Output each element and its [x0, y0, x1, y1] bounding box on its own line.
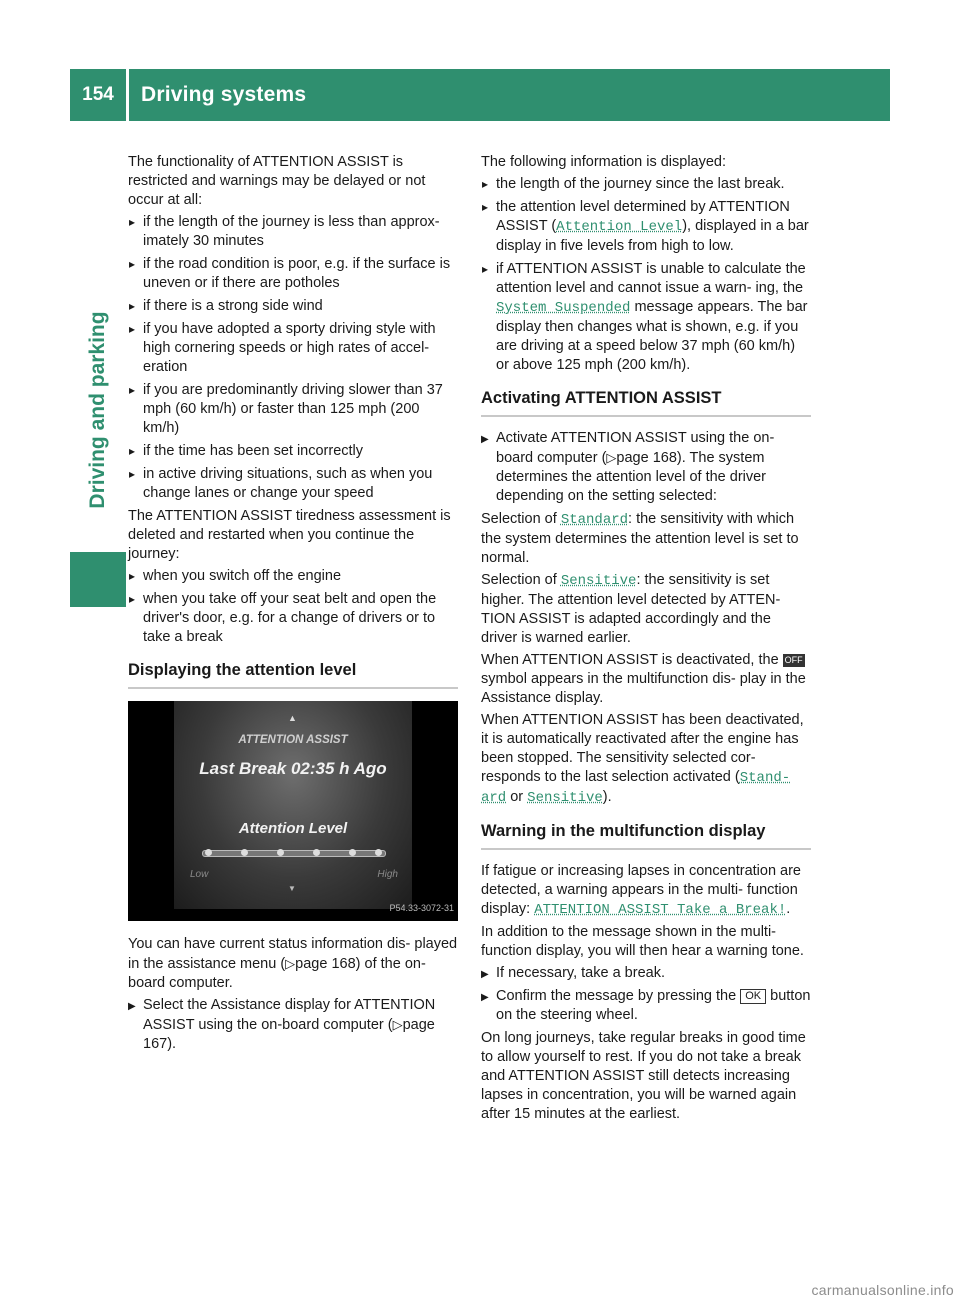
text: ) of the on-board computer. [128, 956, 426, 991]
text: Selection of [481, 511, 561, 527]
text: message appears. The bar display then changes what is shown, e.g. if you are driving at a speed below 37 mph (60 km/h) or above 125 mph (200 km/h). [496, 299, 808, 373]
list-item: ▸ the length of the journey since the last break. [481, 175, 811, 194]
activate-step-list [481, 429, 811, 506]
display-message-code: System Suspended [496, 300, 631, 316]
watermark: carmanualsonline.info [811, 1282, 954, 1298]
side-tab-label: Driving and parking [86, 311, 109, 509]
instruction-step [128, 996, 458, 1054]
instruction-step [481, 987, 811, 1025]
list-item: ▸ if the length of the journey is less than approx- imately 30 minutes [128, 213, 458, 251]
bar-segment-dot [313, 849, 320, 856]
heading-activating-attention-assist: Activating ATTENTION ASSIST [481, 389, 811, 417]
text: You can have current status information dis- played in the assistance menu ( [128, 936, 458, 972]
left-column [128, 153, 458, 1058]
text: When ATTENTION ASSIST has been deactivated, it is automatically reactivated after the engine has been stopped. The sensitivity selected cor- responds to the last selection activated ( [481, 712, 804, 785]
text: if ATTENTION ASSIST is unable to calculate the attention level and cannot issue a warn- ing, the [496, 261, 806, 296]
page-reference-link[interactable]: page 168 [295, 956, 356, 972]
info-list [481, 175, 811, 375]
page-ref-arrow-icon: ▷ [392, 1017, 403, 1032]
text: When ATTENTION ASSIST is deactivated, the [481, 652, 783, 668]
header-divider [126, 69, 129, 121]
page-ref-arrow-icon: ▷ [606, 450, 617, 465]
attention-assist-off-icon: OFF [784, 655, 803, 665]
text: . [786, 901, 791, 917]
text: ), displayed in a bar display in five levels from high to low. [496, 218, 809, 254]
page-number: 154 [82, 84, 114, 105]
text: Activate ATTENTION ASSIST using the on- board computer ( [496, 430, 775, 466]
display-low-label: Low [190, 869, 209, 880]
text: Confirm the message by pressing the [496, 988, 741, 1004]
page-reference-link[interactable]: page 168 [616, 450, 677, 466]
instruction-step: ▶ If necessary, take a break. [481, 964, 811, 983]
display-message-code: Standard [560, 512, 629, 528]
reactivation-paragraph [481, 711, 811, 808]
info-intro: The following information is displayed: [481, 154, 727, 170]
right-column [481, 153, 811, 1127]
text: : the sensitivity is set higher. The attention level detected by ATTEN- TION ASSIST is adapted accordingly and the driver is warned earlier. [481, 572, 781, 646]
text: button on the steering wheel. [496, 988, 811, 1023]
limitations-list [128, 213, 458, 503]
long-journey-paragraph: On long journeys, take regular breaks in good time to allow yourself to rest. If you do not take a break and ATTENTION ASSIST still detects increasing lapses in concentration, you will be warned again after 15 minutes at the earliest. [481, 1030, 806, 1122]
list-item: ▸ if you have adopted a sporty driving style with high cornering speeds or high rates of accel- eration [128, 320, 458, 377]
list-item: ▸ if the road condition is poor, e.g. if the surface is uneven or if there are potholes [128, 255, 458, 293]
standard-paragraph [481, 510, 811, 568]
up-arrow-icon: ▲ [288, 713, 297, 723]
status-paragraph [128, 935, 458, 993]
display-message-code: Sensitive [527, 790, 603, 806]
display-message-code: ATTENTION ASSIST Take a Break! [534, 902, 787, 918]
bar-segment-dot [205, 849, 212, 856]
warning-paragraph [481, 862, 811, 920]
ok-button-icon: OK [740, 989, 766, 1004]
display-title: ATTENTION ASSIST [238, 734, 348, 746]
text: Selection of [481, 572, 561, 588]
bar-segment-dot [241, 849, 248, 856]
list-item: ▸ when you switch off the engine [128, 567, 458, 586]
display-last-break: Last Break 02:35 h Ago [199, 759, 387, 778]
display-level-label: Attention Level [238, 820, 348, 837]
text: If fatigue or increasing lapses in concentration are detected, a warning appears in the multi- function display: [481, 863, 801, 917]
page-ref-arrow-icon: ▷ [285, 956, 296, 971]
list-item: ▸ if the time has been set incorrectly [128, 442, 458, 461]
reset-paragraph: The ATTENTION ASSIST tiredness assessment is deleted and restarted when you continue the journey: [128, 508, 451, 562]
down-arrow-icon: ▼ [288, 884, 296, 893]
section-title: Driving systems [141, 83, 307, 106]
text: or [506, 789, 528, 805]
page-reference-link[interactable]: page 167 [143, 1017, 435, 1052]
text: ). The system determines the attention level of the driver depending on the setting selected: [496, 450, 767, 504]
text: symbol appears in the multifunction dis- play in the Assistance display. [481, 671, 806, 706]
heading-warning-multifunction-display: Warning in the multifunction display [481, 822, 811, 850]
list-item: ▸ when you take off your seat belt and open the driver's door, e.g. for a change of drivers or to take a break [128, 590, 458, 647]
bar-segment-dot [349, 849, 356, 856]
attention-display-figure [128, 701, 458, 921]
bar-segment-dot [277, 849, 284, 856]
display-screen [174, 701, 412, 909]
select-step-list [128, 996, 458, 1054]
figure-reference: P54.33-3072-31 [389, 903, 454, 913]
deactivated-paragraph [481, 651, 811, 708]
intro-paragraph: The functionality of ATTENTION ASSIST is restricted and warnings may be delayed or not occur at all: [128, 154, 426, 208]
text: ). [167, 1036, 177, 1052]
display-message-code: Stand‐ ard [481, 770, 791, 806]
list-item [481, 198, 811, 256]
display-message-code: Attention Level [556, 219, 683, 235]
warning-step-list [481, 964, 811, 1025]
display-high-label: High [377, 869, 398, 880]
side-tab-marker [70, 552, 126, 607]
tone-paragraph: In addition to the message shown in the multi- function display, you will then hear a warning tone. [481, 924, 804, 959]
reset-list [128, 567, 458, 647]
sensitive-paragraph [481, 571, 811, 648]
list-item: ▸ if you are predominantly driving slower than 37 mph (60 km/h) or faster than 125 mph (200 km/h) [128, 381, 458, 438]
display-message-code: Sensitive [560, 573, 637, 589]
text: Select the Assistance display for ATTENTION ASSIST using the on-board computer ( [143, 997, 436, 1033]
list-item: ▸ if there is a strong side wind [128, 297, 458, 316]
instruction-step [481, 429, 811, 506]
attention-level-bar [202, 850, 386, 857]
list-item [481, 260, 811, 375]
list-item: ▸ in active driving situations, such as when you change lanes or change your speed [128, 465, 458, 503]
text: the attention level determined by ATTENTION ASSIST ( [496, 199, 790, 234]
text: : the sensitivity with which the system determines the attention level is set to normal. [481, 511, 799, 566]
heading-displaying-attention-level: Displaying the attention level [128, 661, 458, 689]
text: ). [602, 789, 612, 805]
bar-segment-dot [375, 849, 382, 856]
side-tab [70, 121, 126, 1304]
